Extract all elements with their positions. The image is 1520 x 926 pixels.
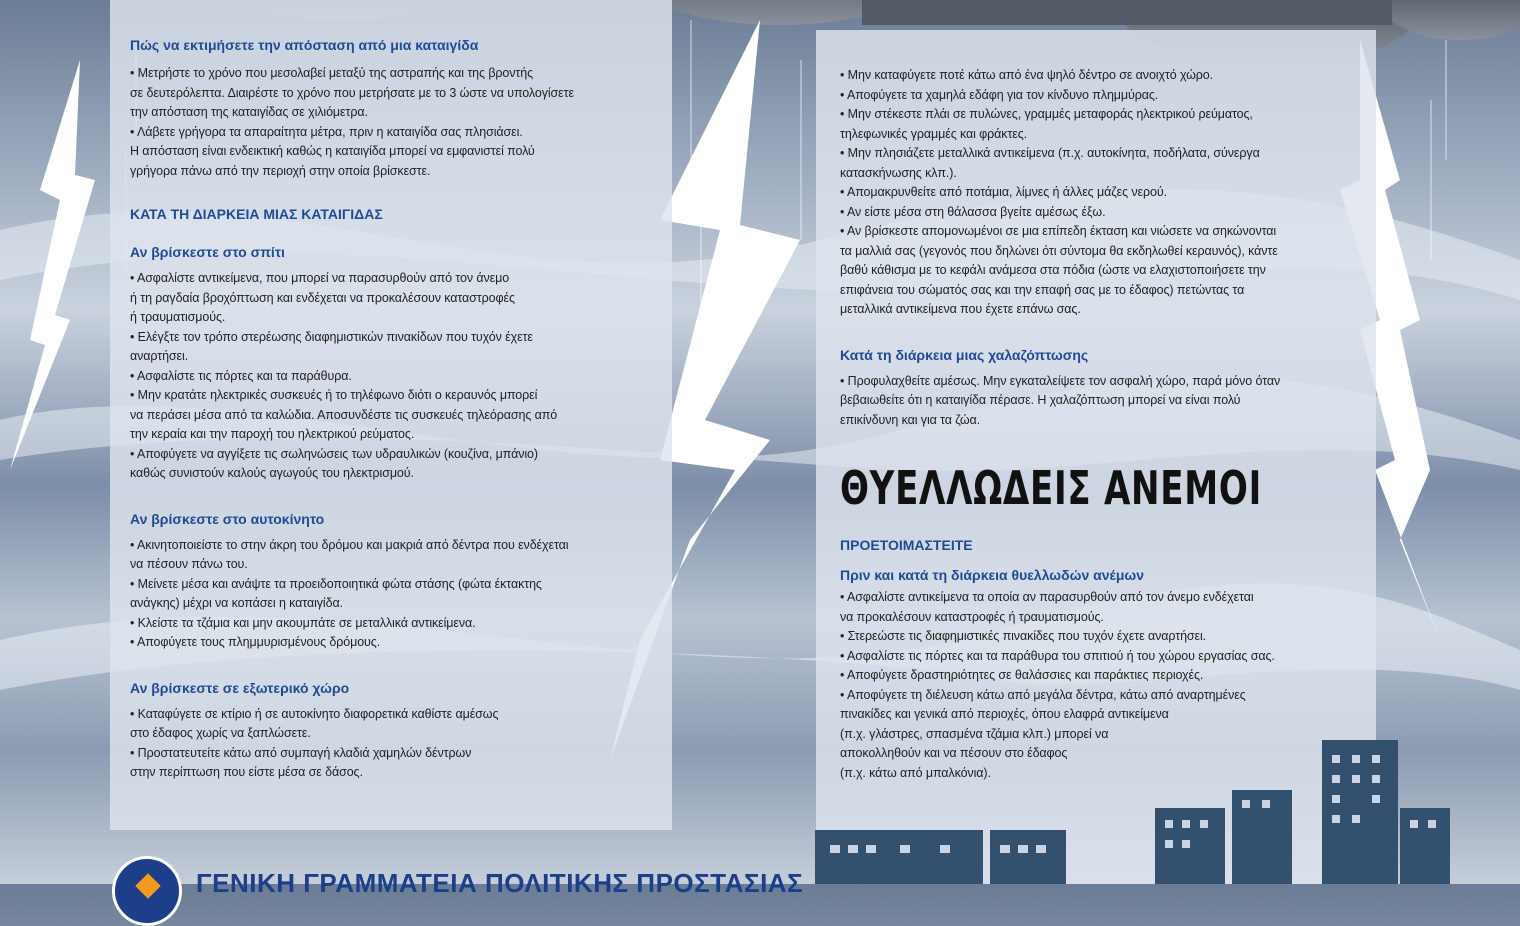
list-item: • Προστατευτείτε κάτω από συμπαγή κλαδιά χαμηλών δέντρων bbox=[130, 745, 472, 760]
list-item: • Λάβετε γρήγορα τα απαραίτητα μέτρα, πριν η καταιγίδα σας πλησιάσει. bbox=[130, 124, 523, 139]
list-item: τηλεφωνικές γραμμές και φράκτες. bbox=[840, 126, 1028, 141]
list-item: • Προφυλαχθείτε αμέσως. Μην εγκαταλείψετε τον ασφαλή χώρο, παρά μόνο όταν bbox=[840, 373, 1281, 388]
list-item: ή τη ραγδαία βροχόπτωση και ενδέχεται να προκαλέσουν καταστροφές bbox=[130, 290, 515, 305]
home-list bbox=[130, 269, 652, 484]
right-panel bbox=[816, 30, 1376, 884]
list-item: • Μην καταφύγετε ποτέ κάτω από ένα ψηλό δέντρο σε ανοιχτό χώρο. bbox=[840, 68, 1214, 82]
home-heading: Αν βρίσκεστε στο σπίτι bbox=[130, 244, 285, 260]
list-item: βεβαιωθείτε ότι η καταιγίδα πέρασε. Η χαλαζόπτωση μπορεί να είναι πολύ bbox=[840, 393, 1241, 407]
top-bar bbox=[862, 0, 1392, 25]
list-item: να περάσει μέσα από τα καλώδια. Αποσυνδέστε τις συσκευές τηλεόρασης από bbox=[130, 407, 558, 422]
list-item: • Μην στέκεστε πλάι σε πυλώνες, γραμμές μεταφοράς ηλεκτρικού ρεύματος, bbox=[840, 107, 1253, 121]
list-item: • Ασφαλίστε αντικείμενα τα οποία αν παρασυρθούν από τον άνεμο ενδέχεται bbox=[840, 590, 1254, 604]
list-item: αποκολληθούν και να πέσουν στο έδαφος bbox=[840, 746, 1068, 760]
list-item: • Ακινητοποιείστε το στην άκρη του δρόμου και μακριά από δέντρα που ενδέχεται bbox=[130, 537, 569, 552]
distance-heading: Πώς να εκτιμήσετε την απόσταση από μια καταιγίδα bbox=[130, 37, 479, 53]
list-item: κατασκήνωσης κλπ.). bbox=[840, 165, 957, 180]
list-item: • Αποφύγετε να αγγίξετε τις σωληνώσεις των υδραυλικών (κουζίνα, μπάνιο) bbox=[130, 446, 538, 461]
list-item: • Μετρήστε το χρόνο που μεσολαβεί μεταξύ της αστραπής και της βροντής bbox=[130, 66, 534, 80]
list-item: τα μαλλιά σας (γεγονός που δηλώνει ότι σύντομα θα εκδηλωθεί κεραυνός), κάντε bbox=[840, 243, 1278, 258]
list-item: να πέσουν πάνω του. bbox=[130, 557, 248, 571]
logo-emblem-icon bbox=[135, 873, 160, 898]
list-item: μεταλλικά αντικείμενα που έχετε επάνω σας. bbox=[840, 302, 1081, 316]
list-item: την απόσταση της καταιγίδας σε χιλιόμετρα. bbox=[130, 105, 368, 119]
winds-title: ΘΥΕΛΛΩΔΕΙΣ ΑΝΕΜΟΙ bbox=[840, 461, 1262, 515]
list-item: στην περίπτωση που είστε μέσα σε δάσος. bbox=[130, 765, 363, 779]
organization-name: ΓΕΝΙΚΗ ΓΡΑΜΜΑΤΕΙΑ ΠΟΛΙΤΙΚΗΣ ΠΡΟΣΤΑΣΙΑΣ bbox=[196, 868, 804, 898]
during-storm-heading: ΚΑΤΑ ΤΗ ΔΙΑΡΚΕΙΑ ΜΙΑΣ ΚΑΤΑΙΓΙΔΑΣ bbox=[130, 206, 383, 222]
list-item: • Καταφύγετε σε κτίριο ή σε αυτοκίνητο διαφορετικά καθίστε αμέσως bbox=[130, 706, 499, 721]
list-item: στο έδαφος χωρίς να ξαπλώσετε. bbox=[130, 726, 311, 740]
car-list bbox=[130, 536, 652, 653]
list-item: ή τραυματισμούς. bbox=[130, 310, 226, 324]
outdoor-heading: Αν βρίσκεστε σε εξωτερικό χώρο bbox=[130, 679, 350, 696]
list-item: • Μην κρατάτε ηλεκτρικές συσκευές ή το τηλέφωνο διότι ο κεραυνός μπορεί bbox=[130, 388, 538, 402]
winds-list bbox=[840, 588, 1352, 783]
list-item: • Αποφύγετε τη διέλευση κάτω από μεγάλα δέντρα, κάτω από αναρτημένες bbox=[840, 687, 1246, 702]
hail-heading: Κατά τη διάρκεια μιας χαλαζόπτωσης bbox=[840, 346, 1089, 363]
hail-list bbox=[840, 372, 1352, 431]
list-item: γρήγορα πάνω από την περιοχή στην οποία βρίσκεστε. bbox=[130, 163, 431, 178]
left-panel bbox=[110, 0, 672, 830]
list-item: Η απόσταση είναι ενδεικτική καθώς η καταιγίδα μπορεί να εμφανιστεί πολύ bbox=[130, 144, 535, 158]
list-item: επιφάνεια του σώματός σας και την επαφή σας με το έδαφος) πετώντας τα bbox=[840, 282, 1245, 297]
car-heading: Αν βρίσκεστε στο αυτοκίνητο bbox=[130, 510, 325, 527]
list-item: (π.χ. κάτω από μπαλκόνια). bbox=[840, 765, 991, 780]
list-item: • Μείνετε μέσα και ανάψτε τα προειδοποιητικά φώτα στάσης (φώτα έκτακτης bbox=[130, 576, 542, 591]
list-item: • Αν είστε μέσα στη θάλασσα βγείτε αμέσως έξω. bbox=[840, 204, 1106, 219]
winds-subheading: Πριν και κατά τη διάρκεια θυελλωδών ανέμων bbox=[840, 567, 1145, 583]
list-item: την κεραία και την παροχή του ηλεκτρικού ρεύματος. bbox=[130, 427, 415, 441]
list-item: καθώς συνιστούν καλούς αγωγούς του ηλεκτρισμού. bbox=[130, 466, 414, 480]
list-item: βαθύ κάθισμα με το κεφάλι ανάμεσα στα πόδια (ώστε να ελαχιστοποιήσετε την bbox=[840, 263, 1266, 277]
outdoor-continued-list bbox=[840, 66, 1352, 320]
list-item: να προκαλέσουν καταστροφές ή τραυματισμούς. bbox=[840, 609, 1104, 624]
prepare-heading: ΠΡΟΕΤΟΙΜΑΣΤΕΙΤΕ bbox=[840, 537, 973, 553]
outdoor-list bbox=[130, 705, 652, 783]
list-item: • Ασφαλίστε αντικείμενα, που μπορεί να παρασυρθούν από τον άνεμο bbox=[130, 271, 510, 285]
list-item: • Αν βρίσκεστε απομονωμένοι σε μια επίπεδη έκταση και νιώσετε να σηκώνονται bbox=[840, 224, 1277, 238]
list-item: • Αποφύγετε τους πλημμυρισμένους δρόμους. bbox=[130, 635, 381, 649]
list-item: αναρτήσει. bbox=[130, 349, 189, 363]
list-item: • Απομακρυνθείτε από ποτάμια, λίμνες ή άλλες μάζες νερού. bbox=[840, 185, 1167, 199]
list-item: • Ασφαλίστε τις πόρτες και τα παράθυρα. bbox=[130, 368, 352, 383]
list-item: πινακίδες και γενικά από περιοχές, όπου ελαφρά αντικείμενα bbox=[840, 707, 1169, 721]
list-item: σε δευτερόλεπτα. Διαιρέστε το χρόνο που μετρήσατε με το 3 ώστε να υπολογίσετε bbox=[130, 85, 574, 100]
list-item: (π.χ. γλάστρες, σπασμένα τζάμια κλπ.) μπορεί να bbox=[840, 726, 1109, 741]
list-item: • Αποφύγετε τα χαμηλά εδάφη για τον κίνδυνο πλημμύρας. bbox=[840, 87, 1159, 102]
list-item: • Μην πλησιάζετε μεταλλικά αντικείμενα (π.χ. αυτοκίνητα, ποδήλατα, σύνεργα bbox=[840, 146, 1260, 160]
distance-list bbox=[130, 64, 652, 181]
list-item: • Κλείστε τα τζάμια και μην ακουμπάτε σε μεταλλικά αντικείμενα. bbox=[130, 615, 476, 630]
list-item: • Στερεώστε τις διαφημιστικές πινακίδες που τυχόν έχετε αναρτήσει. bbox=[840, 629, 1207, 643]
list-item: • Ασφαλίστε τις πόρτες και τα παράθυρα του σπιτιού ή του χώρου εργασίας σας. bbox=[840, 648, 1275, 663]
list-item: • Ελέγξτε τον τρόπο στερέωσης διαφημιστικών πινακίδων που τυχόν έχετε bbox=[130, 329, 533, 344]
civil-protection-logo bbox=[112, 856, 182, 926]
list-item: ανάγκης) μέχρι να κοπάσει η καταιγίδα. bbox=[130, 596, 343, 610]
list-item: • Αποφύγετε δραστηριότητες σε θαλάσσιες και παράκτιες περιοχές. bbox=[840, 668, 1204, 682]
list-item: επικίνδυνη και για τα ζώα. bbox=[840, 412, 981, 427]
